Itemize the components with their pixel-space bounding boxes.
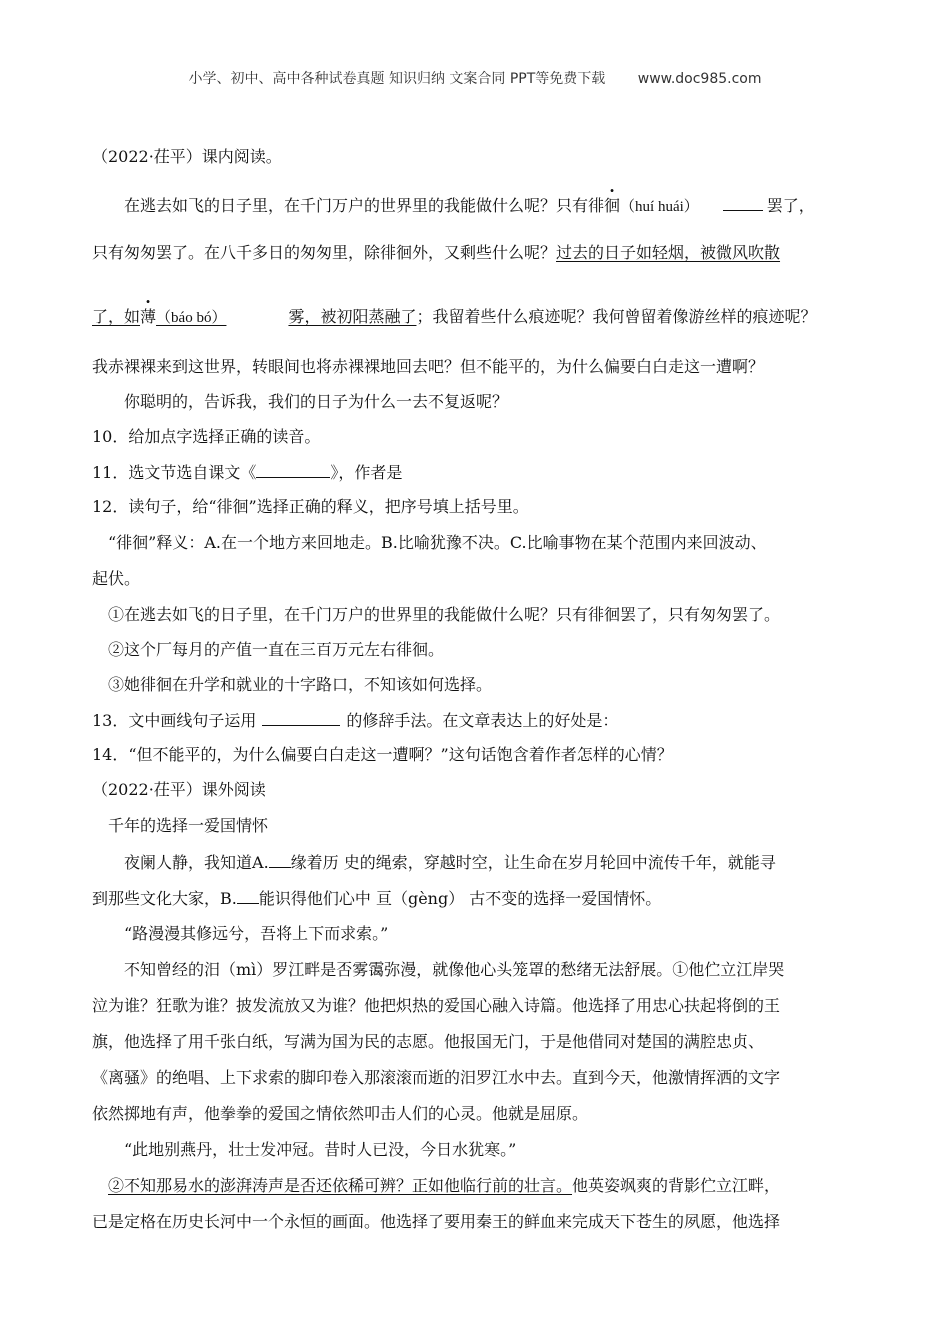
question-14: 14．“但不能平的，为什么偏要白白走这一遭啊？”这句话饱含着作者怎样的心情？ <box>92 745 673 764</box>
answer-blank[interactable] <box>256 461 330 478</box>
page-header <box>0 68 950 88</box>
question-12-sentence: ②这个厂每月的产值一直在三百万元左右徘徊。 <box>108 640 445 659</box>
question-10: 10．给加点字选择正确的读音。 <box>92 427 321 446</box>
section2-paragraph-line: 到那些文化大家，B. 能识得他们心中 亘（gèng） 古不变的选择一爱国情怀。 <box>92 889 662 908</box>
header-site-text: 小学、初中、高中各种试卷真题 知识归纳 文案合同 PPT等免费下载 <box>188 71 606 87</box>
section2-paragraph-line: 不知曾经的汨（mì）罗江畔是否雾霭弥漫，就像他心头笼罩的愁绪无法舒展。①他伫立江岸哭 <box>124 960 785 979</box>
pinyin-options: （huí huái） <box>620 199 699 215</box>
answer-blank[interactable] <box>262 709 340 726</box>
section2-paragraph-line: 夜阑人静，我知道A. 缘着历 史的绳索，穿越时空，让生命在岁月轮回中流传千年，就能寻 <box>124 853 776 872</box>
section2-quote: “此地别燕丹，壮士发冲冠。昔时人已没，今日水犹寒。” <box>124 1140 517 1159</box>
section1-paragraph-line: 我赤裸裸来到这世界，转眼间也将赤裸裸地回去吧？但不能平的，为什么偏要白白走这一遭啊？ <box>92 357 765 376</box>
question-13: 13．文中画线句子运用 的修辞手法。在文章表达上的好处是： <box>92 711 619 730</box>
underlined-sentence: 了，如薄（báo bó） 雾，被初阳蒸融了 <box>92 307 417 326</box>
section2-paragraph-line: 旗，他选择了用千张白纸，写满为国为民的志愿。他报国无门，于是他借同对楚国的满腔忠贞、 <box>92 1032 765 1051</box>
underlined-sentence: ②不知那易水的澎湃涛声是否还依稀可辨？正如他临行前的壮言。 <box>108 1176 573 1195</box>
answer-blank[interactable] <box>723 194 763 211</box>
question-12-sentence: ③她徘徊在升学和就业的十字路口，不知该如何选择。 <box>108 675 493 694</box>
question-12-definition: 起伏。 <box>92 569 141 588</box>
dotted-char: 徊 <box>604 196 621 215</box>
section2-subtitle: 千年的选择一爱国情怀 <box>108 816 269 835</box>
section1-title: （2022·茌平）课内阅读。 <box>92 147 282 166</box>
dotted-char: 薄 <box>140 307 157 326</box>
answer-blank[interactable] <box>269 851 291 868</box>
section2-title: （2022·茌平）课外阅读 <box>92 780 266 799</box>
question-12-sentence: ①在逃去如飞的日子里，在千门万户的世界里的我能做什么呢？只有徘徊罢了，只有匆匆罢了。 <box>108 605 781 624</box>
question-12: 12．读句子，给“徘徊”选择正确的释义，把序号填上括号里。 <box>92 497 529 516</box>
question-11: 11．选文节选自课文《 》，作者是 <box>92 463 403 482</box>
section2-paragraph-line: ②不知那易水的澎湃涛声是否还依稀可辨？正如他临行前的壮言。他英姿飒爽的背影伫立江畔， <box>108 1176 781 1195</box>
section1-paragraph-line: 了，如薄（báo bó） 雾，被初阳蒸融了；我留着些什么痕迹呢？我何曾留着像游丝样的痕迹呢？ <box>92 307 817 326</box>
section1-paragraph-line: 只有匆匆罢了。在八千多日的匆匆里，除徘徊外，又剩些什么呢？过去的日子如轻烟，被微风吹散 <box>92 243 781 262</box>
section1-paragraph-line: 在逃去如飞的日子里，在千门万户的世界里的我能做什么呢？只有徘徊（huí huái） 罢了， <box>124 196 815 215</box>
question-12-definition: “徘徊”释义：A.在一个地方来回地走。B.比喻犹豫不决。C.比喻事物在某个范围内来回波动、 <box>108 533 767 552</box>
underlined-sentence: 过去的日子如轻烟，被微风吹散 <box>556 243 781 262</box>
section2-paragraph-line: 已是定格在历史长河中一个永恒的画面。他选择了要用秦王的鲜血来完成天下苍生的夙愿，他选择 <box>92 1212 781 1231</box>
section2-paragraph-line: 依然掷地有声，他拳拳的爱国之情依然叩击人们的心灵。他就是屈原。 <box>92 1104 589 1123</box>
section2-quote: “路漫漫其修远兮，吾将上下而求索。” <box>124 924 389 943</box>
pinyin-options: （báo bó） <box>156 310 227 326</box>
section1-paragraph-line: 你聪明的，告诉我，我们的日子为什么一去不复返呢？ <box>124 392 509 411</box>
answer-blank[interactable] <box>237 887 259 904</box>
section2-paragraph-line: 《离骚》的绝唱、上下求索的脚印卷入那滚滚而逝的汨罗江水中去。直到今天，他激情挥洒的文字 <box>92 1068 781 1087</box>
header-url[interactable]: www.doc985.com <box>637 71 762 87</box>
section2-paragraph-line: 泣为谁？狂歌为谁？披发流放又为谁？他把炽热的爱国心融入诗篇。他选择了用忠心扶起将倒的王 <box>92 996 781 1015</box>
